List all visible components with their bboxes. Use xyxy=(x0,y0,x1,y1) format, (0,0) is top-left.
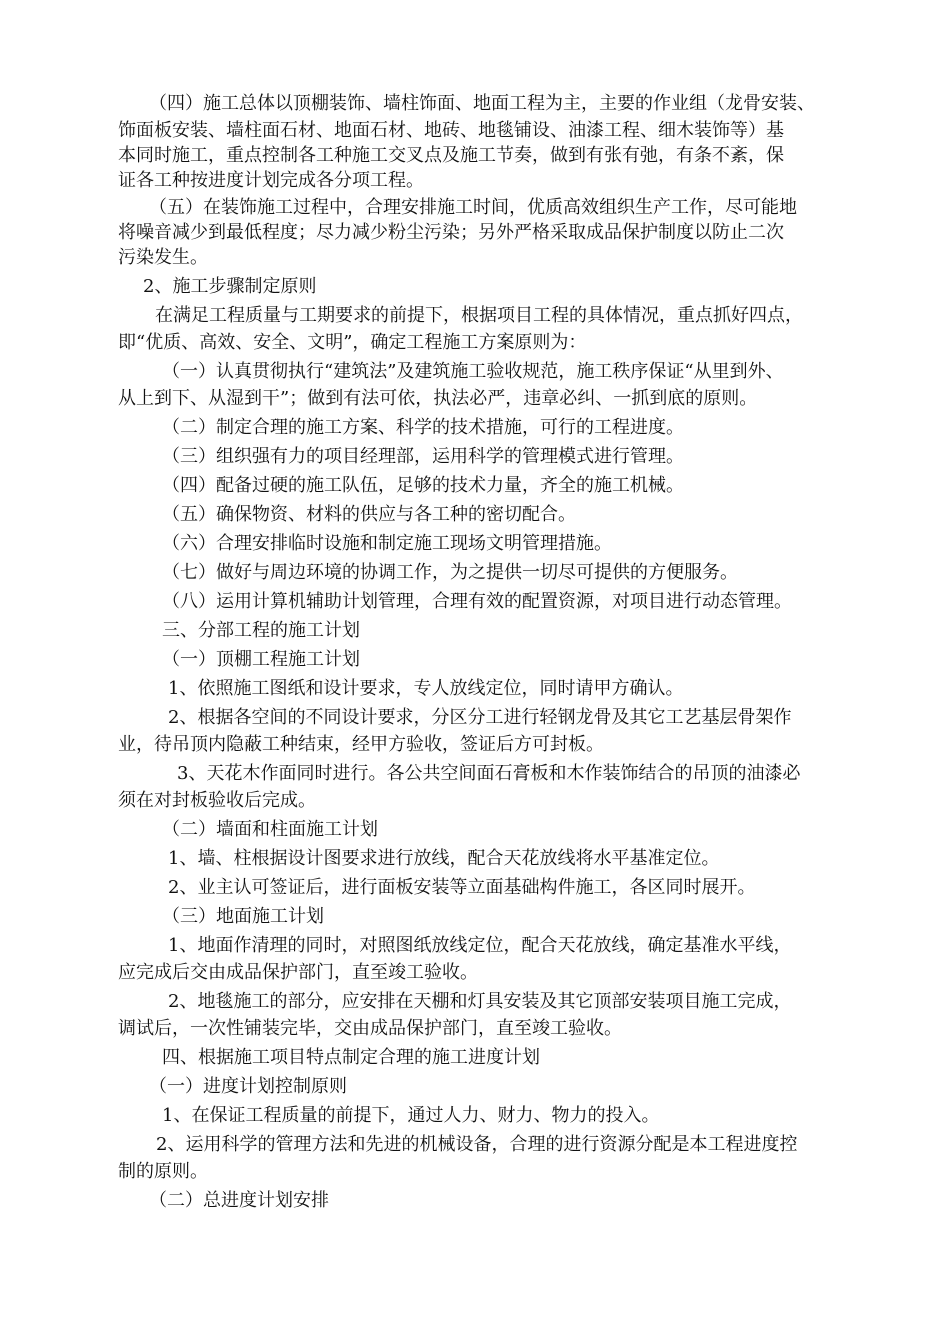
text-line: （五）在装饰施工过程中，合理安排施工时间，优质高效组织生产工作，尽可能地 xyxy=(149,197,797,218)
text-line: （八）运用计算机辅助计划管理，合理有效的配置资源，对项目进行动态管理。 xyxy=(162,591,792,612)
text-line: 在满足工程质量与工期要求的前提下，根据项目工程的具体情况，重点抓好四点， xyxy=(155,305,803,326)
text-line: 2、施工步骤制定原则 xyxy=(143,276,317,297)
text-line: 调试后，一次性铺装完毕，交由成品保护部门，直至竣工验收。 xyxy=(118,1018,622,1039)
text-line: 四、根据施工项目特点制定合理的施工进度计划 xyxy=(162,1047,540,1068)
text-line: （四）配备过硬的施工队伍，足够的技术力量，齐全的施工机械。 xyxy=(162,475,684,496)
text-line: （二）制定合理的施工方案、科学的技术措施，可行的工程进度。 xyxy=(162,417,684,438)
text-line: （一）进度计划控制原则 xyxy=(149,1076,347,1097)
text-line: 三、分部工程的施工计划 xyxy=(162,620,360,641)
text-line: 1、依照施工图纸和设计要求，专人放线定位，同时请甲方确认。 xyxy=(168,678,684,699)
text-line: 1、墙、柱根据设计图要求进行放线，配合天花放线将水平基准定位。 xyxy=(168,848,720,869)
text-line: 业，待吊顶内隐蔽工种结束，经甲方验收，签证后方可封板。 xyxy=(118,734,604,755)
text-line: （二）总进度计划安排 xyxy=(149,1190,329,1211)
text-line: 应完成后交由成品保护部门，直至竣工验收。 xyxy=(118,962,478,983)
text-line: 1、在保证工程质量的前提下，通过人力、财力、物力的投入。 xyxy=(162,1105,660,1126)
text-line: （一）顶棚工程施工计划 xyxy=(162,649,360,670)
text-line: 污染发生。 xyxy=(118,247,208,268)
text-line: （三）组织强有力的项目经理部，运用科学的管理模式进行管理。 xyxy=(162,446,684,467)
text-line: （七）做好与周边环境的协调工作，为之提供一切尽可提供的方便服务。 xyxy=(162,562,738,583)
text-line: 从上到下、从湿到干”；做到有法可依，执法必严，违章必纠、一抓到底的原则。 xyxy=(118,388,758,409)
text-line: （六）合理安排临时设施和制定施工现场文明管理措施。 xyxy=(162,533,612,554)
text-line: 证各工种按进度计划完成各分项工程。 xyxy=(118,170,424,191)
text-line: 即“优质、高效、安全、文明”，确定工程施工方案原则为： xyxy=(118,332,587,353)
text-line: 3、天花木作面同时进行。各公共空间面石膏板和木作装饰结合的吊顶的油漆必 xyxy=(177,763,801,784)
text-line: （一）认真贯彻执行“建筑法”及建筑施工验收规范，施工秩序保证“从里到外、 xyxy=(162,361,784,382)
text-line: 饰面板安装、墙柱面石材、地面石材、地砖、地毯铺设、油漆工程、细木装饰等）基 xyxy=(118,120,784,141)
text-line: （三）地面施工计划 xyxy=(162,906,324,927)
text-line: 本同时施工，重点控制各工种施工交叉点及施工节奏，做到有张有弛，有条不紊，保 xyxy=(118,145,784,166)
text-line: （五）确保物资、材料的供应与各工种的密切配合。 xyxy=(162,504,576,525)
text-line: 2、根据各空间的不同设计要求，分区分工进行轻钢龙骨及其它工艺基层骨架作 xyxy=(168,707,792,728)
text-line: 2、业主认可签证后，进行面板安装等立面基础构件施工，各区同时展开。 xyxy=(168,877,756,898)
text-line: 将噪音减少到最低程度；尽力减少粉尘污染；另外严格采取成品保护制度以防止二次 xyxy=(118,222,784,243)
text-line: 制的原则。 xyxy=(118,1161,208,1182)
text-line: 1、地面作清理的同时，对照图纸放线定位，配合天花放线，确定基准水平线， xyxy=(168,935,792,956)
text-line: （二）墙面和柱面施工计划 xyxy=(162,819,378,840)
text-line: 须在对封板验收后完成。 xyxy=(118,790,316,811)
text-line: 2、运用科学的管理方法和先进的机械设备，合理的进行资源分配是本工程进度控 xyxy=(156,1134,798,1155)
text-line: 2、地毯施工的部分，应安排在天棚和灯具安装及其它顶部安装项目施工完成， xyxy=(168,991,792,1012)
text-line: （四）施工总体以顶棚装饰、墙柱饰面、地面工程为主，主要的作业组（龙骨安装、 xyxy=(149,93,815,114)
